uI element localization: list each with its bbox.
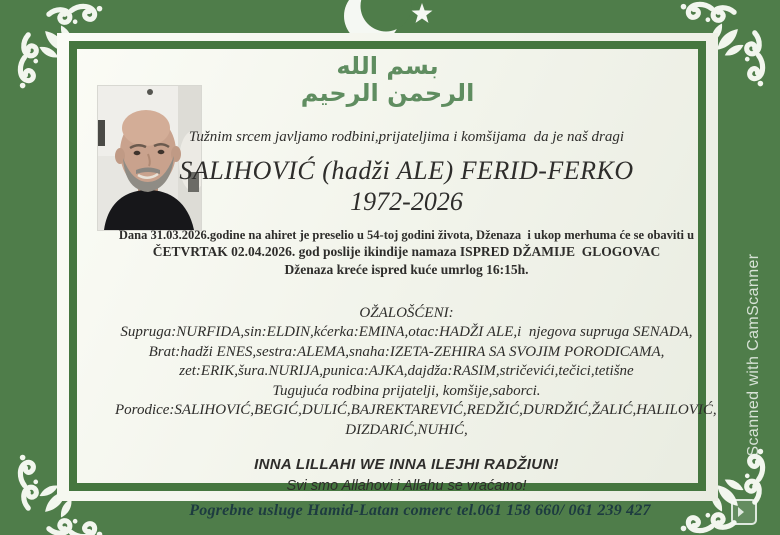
- mourners-heading: OŽALOŠĆENI:: [359, 305, 454, 321]
- closing-line: INNA LILLAHI WE INNA ILEJHI RADŽIUN!: [254, 456, 559, 473]
- memorial-card: [57, 33, 718, 501]
- life-years: 1972-2026: [350, 187, 463, 216]
- funeral-details-line: Dženaza kreće ispred kuće umrlog 16:15h.: [284, 261, 529, 277]
- calligraphy-text: بسم الله الرحمن الرحيم: [300, 52, 475, 107]
- closing-line: Svi smo Allahovi i Allahu se vraćamo!: [286, 478, 527, 494]
- families-line: Porodice:SALIHOVIĆ,BEGIĆ,DULIĆ,BAJREKTAREVIĆ,REDŽIĆ,DURDŽIĆ,ŽALIĆ,HALILOVIĆ,: [115, 402, 717, 418]
- announcement-content: [115, 127, 717, 495]
- mourners-line: Brat:hadži ENES,sestra:ALEMA,snaha:IZETA-ZEHIRA SA SVOJIM PORODICAMA,: [148, 343, 665, 360]
- announcement-intro: Tužnim srcem javljamo rodbini,prijateljima i komšijama da je naš dragi: [188, 129, 625, 145]
- camscanner-watermark: Scanned with CamScanner: [745, 253, 762, 457]
- funeral-details-line: Dana 31.03.2026.godine na ahiret je preselio u 54-toj godini života, Dženaza i ukop merhuma će se obaviti u: [118, 228, 695, 242]
- funeral-home-footer: Pogrebne usluge Hamid-Latan comerc tel.061 158 660/ 061 239 427: [189, 502, 651, 519]
- camscanner-logo-icon: [731, 499, 757, 525]
- funeral-details-line: ČETVRTAK 02.04.2026. god poslije ikindije namaza ISPRED DŽAMIJE GLOGOVAC: [152, 244, 661, 259]
- mourners-line: zet:ERIK,šura.NURIJA,punica:AJKA,dajdža:RASIM,stričevići,tečici,tetišne: [179, 363, 634, 379]
- mourners-line: Supruga:NURFIDA,sin:ELDIN,kćerka:EMINA,otac:HADŽI ALE,i njegova supruga SENADA,: [120, 324, 693, 340]
- arabic-calligraphy: [57, 53, 718, 107]
- families-line: DIZDARIĆ,NUHIĆ,: [345, 421, 468, 438]
- deceased-name: SALIHOVIĆ (hadži ALE) FERID-FERKO: [179, 156, 634, 185]
- mourners-line: Tugujuća rodbina prijatelji, komšije,saborci.: [272, 382, 541, 399]
